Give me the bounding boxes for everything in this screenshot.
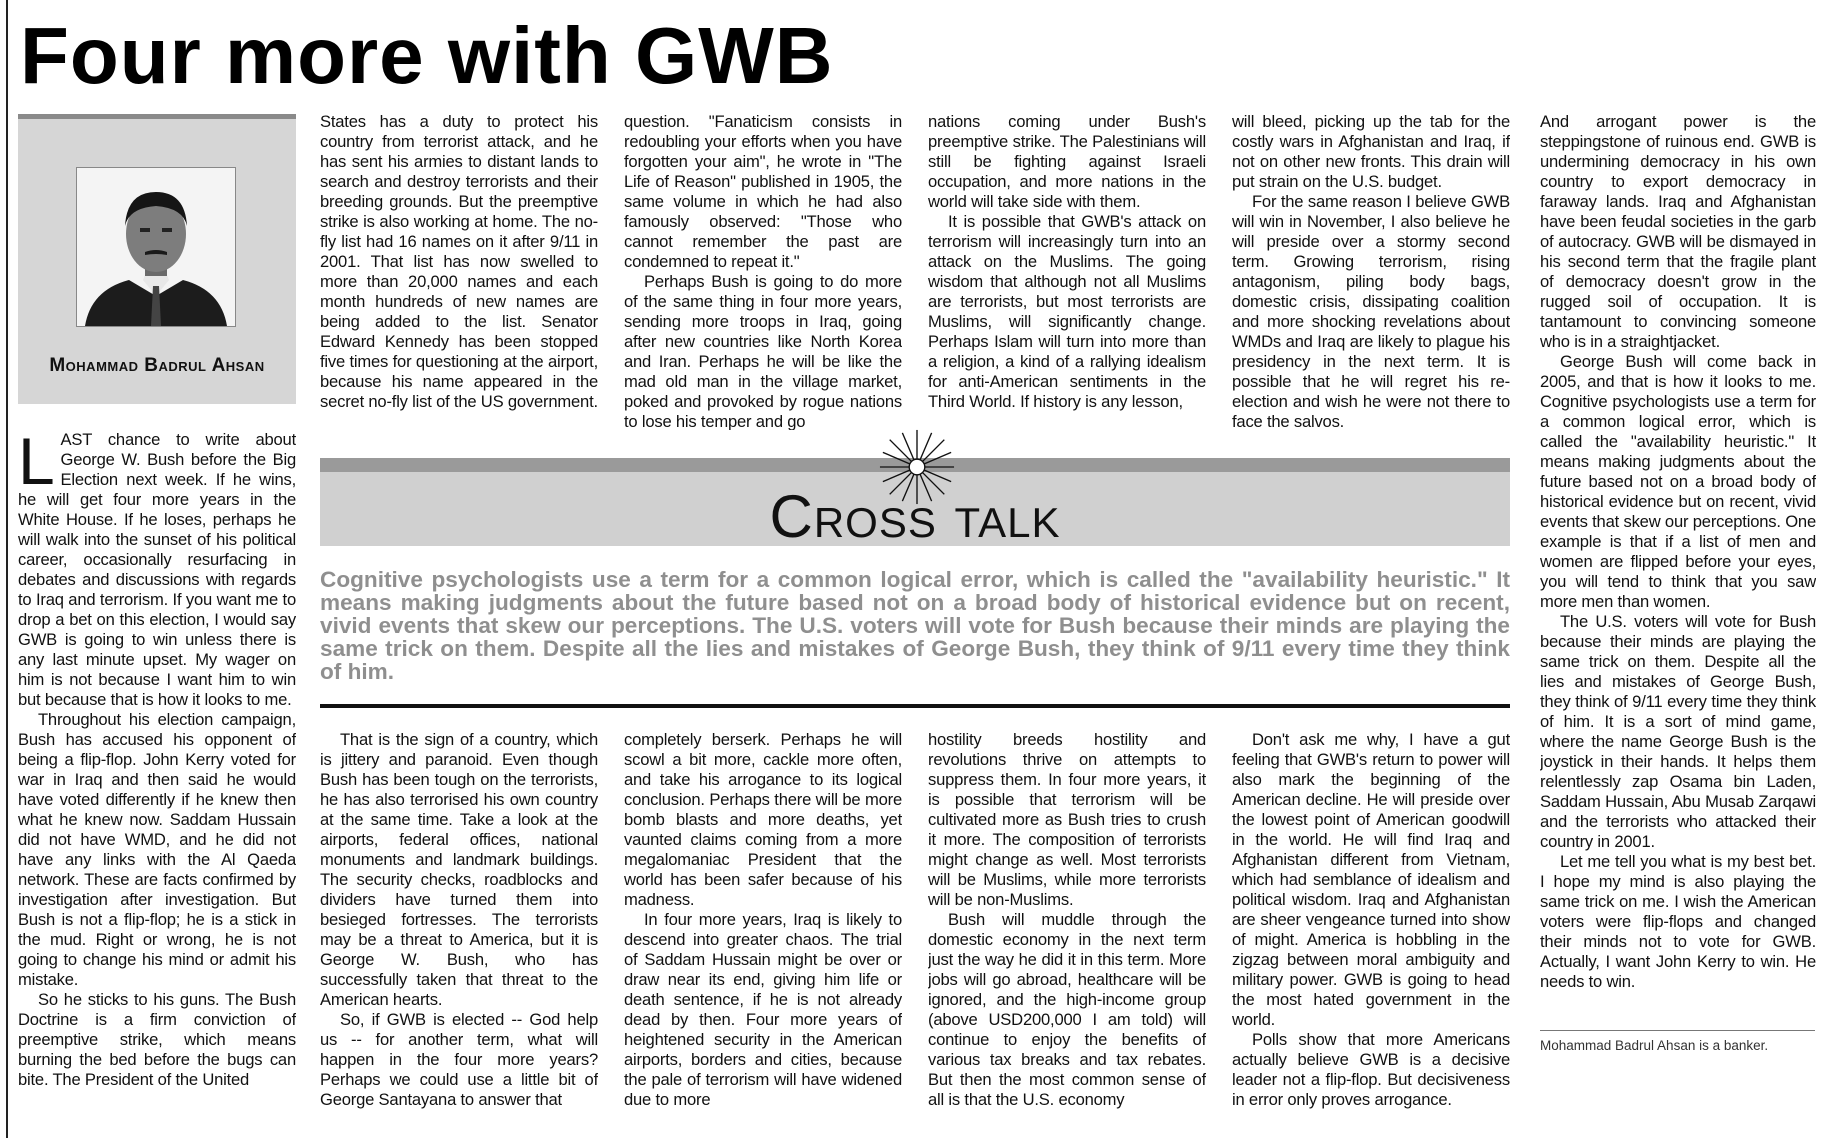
column-3-top	[624, 112, 902, 430]
paragraph: It is possible that GWB's attack on terrorism will increasingly turn into an attack on the Muslims. The going wisdom that although not all Muslims are terrorists, but most terrorists are Muslims, will significantly change. Perhaps Islam will turn into more than a religion, a kind of a rallying idealism for anti-American sentiments in the Third World. If history is any lesson,	[928, 212, 1206, 411]
paragraph: Bush will muddle through the domestic economy in the next term just the way he did it in this term. More jobs will go abroad, healthcare will be ignored, and the high-income group (above USD200,000 I am told) will continue to enjoy the benefits of various tax breaks and tax rebates. But then the most common sense of all is that the U.S. economy	[928, 910, 1206, 1109]
author-name: Mohammad Badrul Ahsan	[49, 355, 265, 376]
paragraph: question. "Fanaticism consists in redoubling your efforts when you have forgotten your aim", he wrote in "The Life of Reason" published in 1905, the same volume in which he had also famously observed: "Those who cannot remember the past are condemned to repeat it."	[624, 112, 902, 271]
dropcap: L	[18, 430, 55, 498]
paragraph: So, if GWB is elected -- God help us -- for another term, what will happen in the four more years? Perhaps we could use a little bit of George Santayana to answer that	[320, 1010, 598, 1109]
paragraph: George Bush will come back in 2005, and that is how it looks to me. Cognitive psychologists use a term for a common logical error, which is called the "availability heuristic." It means making judgments about the future based not on a broad body of historical evidence but on recent, vivid events that skew our perceptions. One example is that if a list of men and women are flipped before your eyes, you will tend to think that you saw more men than women.	[1540, 352, 1816, 611]
starburst-icon	[878, 428, 956, 506]
paragraph: And arrogant power is the steppingstone of ruinous end. GWB is undermining democracy in his own country to export democracy in faraway lands. Iraq and Afghanistan have been feudal societies in the garb of autocracy. GWB will be dismayed in his second term that the fragile plant of democracy doesn't grow in the rugged soil of occupation. It is tantamount to convincing someone who is in a straightjacket.	[1540, 112, 1816, 351]
headline: Four more with GWB	[20, 11, 834, 100]
paragraph: Perhaps Bush is going to do more of the same thing in four more years, sending more troops in Iraq, going after new countries like North Korea and Iran. Perhaps he will be like the mad old man in the village market, poked and provoked by rogue nations to lose his temper and go	[624, 272, 902, 430]
paragraph: Don't ask me why, I have a gut feeling that GWB's return to power will also mark the beginning of the American decline. He will preside over the lowest point of American goodwill in the world. He will find Iraq and Afghanistan different from Vietnam, which had semblance of idealism and political wisdom. Iraq and Afghanistan are sheer vengeance turned into show of might. America is hobbling in the zigzag between moral ambiguity and military power. GWB is going to head the most hated government in the world.	[1232, 730, 1510, 1029]
paragraph: completely berserk. Perhaps he will scowl a bit more, cackle more often, and take his arrogance to its logical conclusion. Perhaps there will be more bomb blasts and more deaths, yet vaunted claims coming from a more megalomaniac President that the world has been safer because of his madness.	[624, 730, 902, 909]
column-4-top	[928, 112, 1206, 430]
paragraph: That is the sign of a country, which is jittery and paranoid. Even though Bush has been tough on the terrorists, he has also terrorised his own country at the same time. Take a look at the airports, federal offices, national monuments and landmark buildings. The security checks, roadblocks and dividers have turned them into besieged fortresses. The terrorists may be a threat to America, but it is George W. Bush, who has successfully taken that threat to the American hearts.	[320, 730, 598, 1009]
paragraph: The U.S. voters will vote for Bush because their minds are playing the same trick on them. Despite all the lies and mistakes of George Bush, they think of 9/11 every time they think of him. It is a sort of mind game, where the name George Bush is the joystick in their hands. It helps them relentlessly zap Osama bin Laden, Saddam Hussain, Abu Musab Zarqawi and the terrorists who attacked their country in 2001.	[1540, 612, 1816, 851]
column-1	[18, 430, 296, 1118]
paragraph: nations coming under Bush's preemptive strike. The Palestinians will still be fighting against Israeli occupation, and more nations in the world will take side with them.	[928, 112, 1206, 211]
column-6	[1540, 112, 1816, 1022]
left-margin-rule	[6, 0, 8, 1138]
footnote-rule	[1540, 1030, 1815, 1031]
pull-quote: Cognitive psychologists use a term for a common logical error, which is called the "availability heuristic." It means making judgments about the future based not on a broad body of historical evidence but on recent, vivid events that skew our perceptions. The U.S. voters will vote for Bush because their minds are playing the same trick on them. Despite all the lies and mistakes of George Bush, they think of 9/11 every time they think of him.	[320, 567, 1510, 684]
paragraph: States has a duty to protect his country from terrorist attack, and he has sent his armies to distant lands to search and destroy terrorists and their breeding grounds. But the preemptive strike is also working at home. The no-fly list had 16 names on it after 9/11 in 2001. That list has now swelled to more than 20,000 names and each month hundreds of new names are being added to the list. Senator Edward Kennedy has been stopped five times for questioning at the airport, because his name appeared in the secret no-fly list of the US government.	[320, 112, 598, 411]
column-5-bottom	[1232, 730, 1510, 1130]
paragraph: Polls show that more Americans actually believe GWB is a decisive leader not a flip-flop. But decisiveness in error only proves arrogance.	[1232, 1030, 1510, 1109]
paragraph	[18, 430, 296, 710]
column-5-top	[1232, 112, 1510, 430]
author-box	[18, 114, 296, 404]
paragraph: Throughout his election campaign, Bush has accused his opponent of being a flip-flop. John Kerry voted for war in Iraq and then said he would have voted differently if he knew then what he knew now. Saddam Hussain did not have WMD, and he did not have any links with the Al Qaeda network. These are facts confirmed by investigation after investigation. But Bush is not a flip-flop; he is a stick in the mud. Right or wrong, he is not going to change his mind or admit his mistake.	[18, 710, 296, 989]
paragraph: will bleed, picking up the tab for the costly wars in Afghanistan and Iraq, if not on other new fronts. This drain will put strain on the U.S. budget.	[1232, 112, 1510, 191]
paragraph: So he sticks to his guns. The Bush Doctrine is a firm conviction of preemptive strike, which means burning the bed before the bugs can bite. The President of the United	[18, 990, 296, 1089]
author-portrait-icon	[76, 167, 236, 327]
author-footnote: Mohammad Badrul Ahsan is a banker.	[1540, 1038, 1769, 1053]
column-2-top	[320, 112, 598, 430]
paragraph-text: AST chance to write about George W. Bush before the Big Election next week. If he wins, he will get four more years in the White House. If he loses, perhaps he will walk into the sunset of his political career, occasionally resurfacing in debates and discussions with regards to Iraq and terrorism. If you want me to drop a bet on this election, I would say GWB is going to win unless there is any last minute upset. My wager on him is not because I want him to win but because that is how it looks to me.	[18, 430, 296, 709]
column-3-bottom	[624, 730, 902, 1120]
column-4-bottom	[928, 730, 1206, 1120]
column-2-bottom	[320, 730, 598, 1120]
paragraph: For the same reason I believe GWB will win in November, I also believe he will preside over a stormy second term. Growing terrorism, rising antagonism, piling body bags, domestic crisis, dissipating coalition and more shocking revelations about WMDs and Iraq are likely to plague his presidency in the next term. It is possible that he will regret his re-election and wish he were not there to face the salvos.	[1232, 192, 1510, 430]
paragraph: hostility breeds hostility and revolutions thrive on attempts to suppress them. In four more years, it is possible that terrorism will be cultivated more as Bush tries to crush it more. The composition of terrorists might change as well. Most terrorists will be Muslims, while more terrorists will be non-Muslims.	[928, 730, 1206, 909]
paragraph: Let me tell you what is my best bet. I hope my mind is also playing the same trick on me. I wish the American voters were flip-flops and changed their minds not to vote for GWB. Actually, I want John Kerry to win. He needs to win.	[1540, 852, 1816, 991]
section-label: Cross talk	[769, 483, 1061, 550]
paragraph: In four more years, Iraq is likely to descend into greater chaos. The trial of Saddam Hussain might be over or draw near its end, giving him life or death sentence, if he is not already dead by then. Four more years of heightened security in the American airports, borders and cities, because the pale of terrorism will have widened due to more	[624, 910, 902, 1109]
pull-quote-rule	[320, 704, 1510, 708]
